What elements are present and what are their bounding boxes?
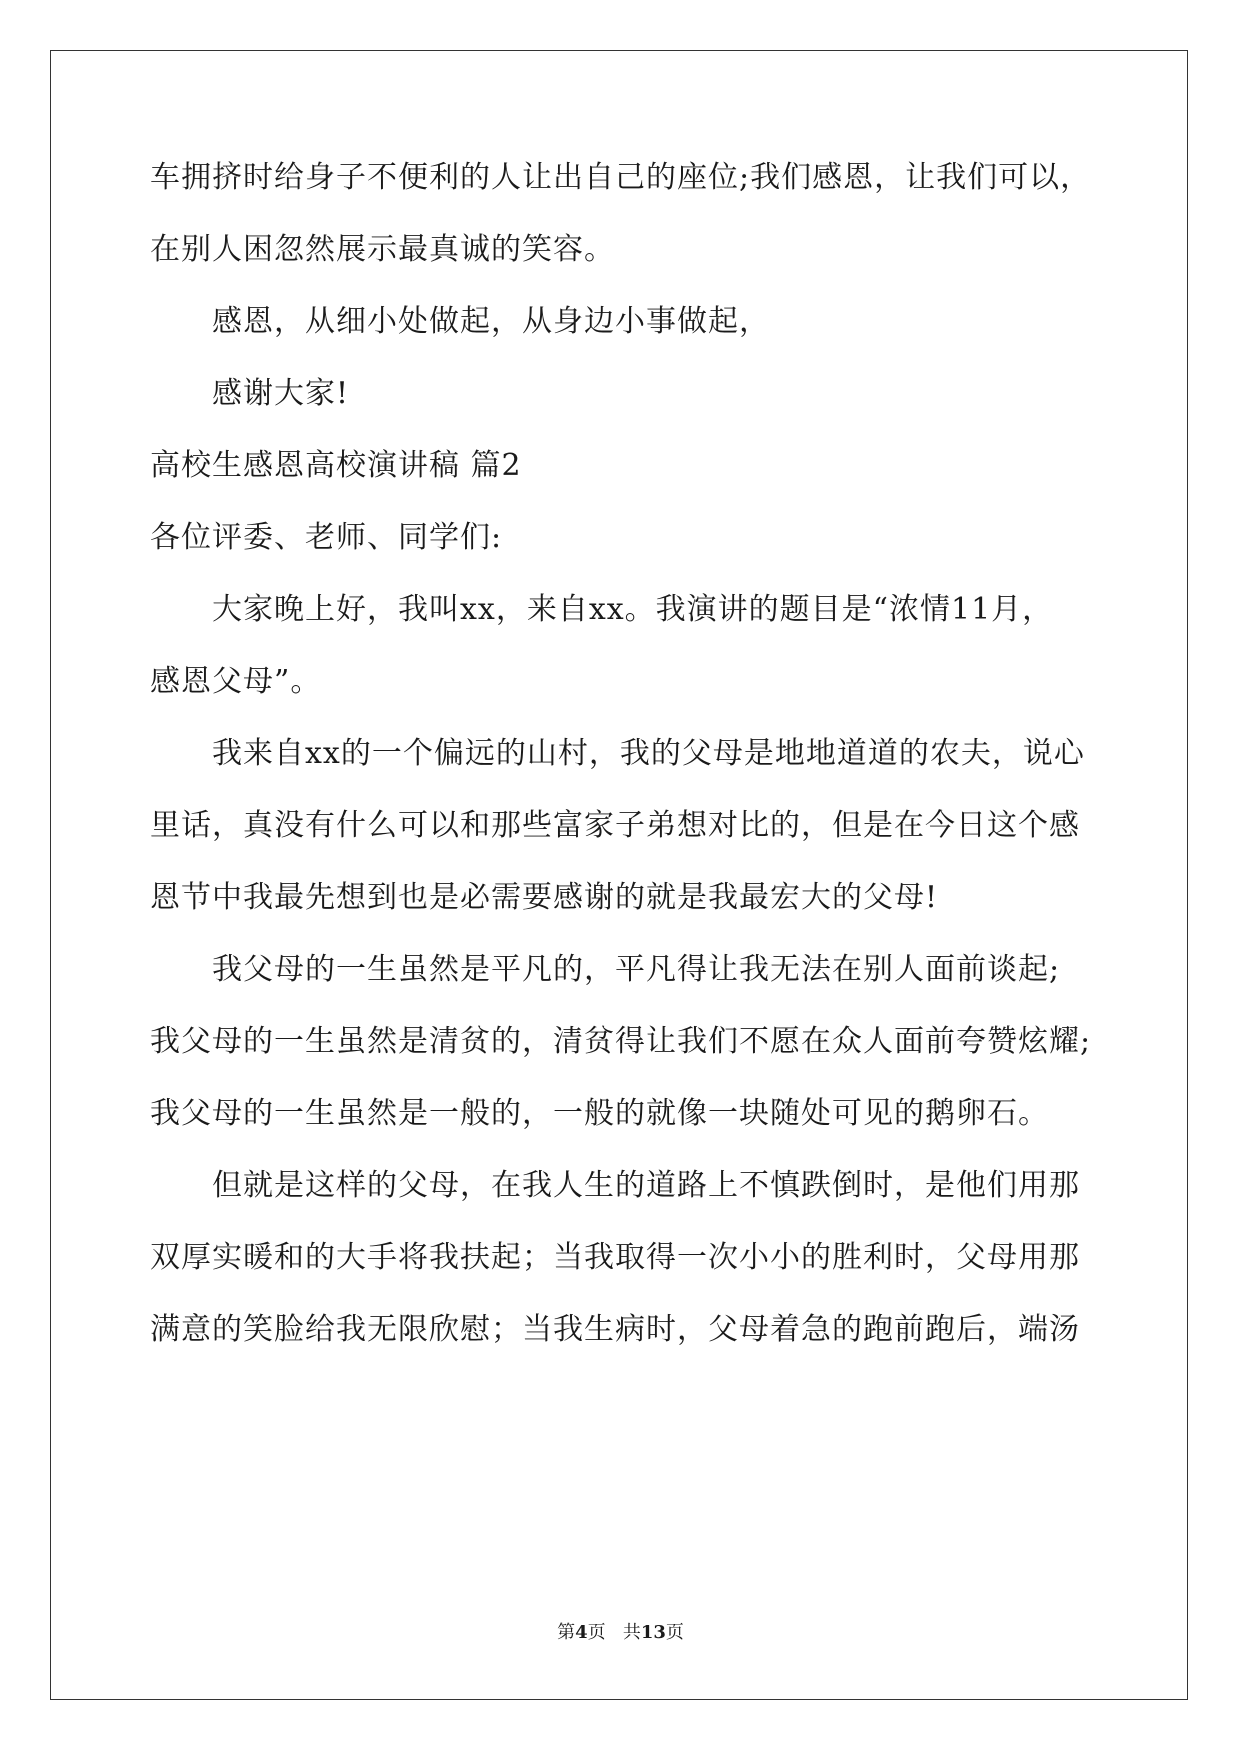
text-line: 我来自xx的一个偏远的山村，我的父母是地地道道的农夫，说心 xyxy=(212,736,1085,771)
text-line: 但就是这样的父母，在我人生的道路上不慎跌倒时，是他们用那 xyxy=(212,1168,1080,1203)
text-line: 大家晚上好，我叫xx，来自xx。我演讲的题目是“浓情11月， xyxy=(212,592,1054,627)
total-pages: 13 xyxy=(640,1622,666,1643)
section-heading: 高校生感恩高校演讲稿 篇2 xyxy=(150,448,522,483)
page-suffix: 页 xyxy=(587,1622,606,1643)
page-border xyxy=(50,50,1188,1700)
total-prefix: 共 xyxy=(622,1622,641,1643)
text-line: 感谢大家! xyxy=(212,376,350,411)
salutation: 各位评委、老师、同学们: xyxy=(150,520,503,555)
text-line: 满意的笑脸给我无限欣慰；当我生病时，父母着急的跑前跑后，端汤 xyxy=(150,1312,1080,1347)
text-line: 车拥挤时给身子不便利的人让出自己的座位;我们感恩，让我们可以， xyxy=(150,160,1092,195)
text-line: 恩节中我最先想到也是必需要感谢的就是我最宏大的父母! xyxy=(150,880,939,915)
text-line: 感恩父母”。 xyxy=(150,664,322,699)
text-line: 在别人困忽然展示最真诚的笑容。 xyxy=(150,232,615,267)
text-line: 双厚实暖和的大手将我扶起；当我取得一次小小的胜利时，父母用那 xyxy=(150,1240,1080,1275)
text-line: 我父母的一生虽然是一般的，一般的就像一块随处可见的鹅卵石。 xyxy=(150,1096,1049,1131)
total-suffix: 页 xyxy=(665,1622,684,1643)
page-prefix: 第 xyxy=(557,1622,576,1643)
page-footer xyxy=(0,1622,1241,1644)
text-line: 感恩，从细小处做起，从身边小事做起， xyxy=(212,304,770,339)
text-line: 我父母的一生虽然是平凡的，平凡得让我无法在别人面前谈起; xyxy=(212,952,1061,987)
text-line: 里话，真没有什么可以和那些富家子弟想对比的，但是在今日这个感 xyxy=(150,808,1080,843)
text-line: 我父母的一生虽然是清贫的，清贫得让我们不愿在众人面前夸赞炫耀; xyxy=(150,1024,1092,1059)
page-number: 4 xyxy=(575,1622,588,1643)
